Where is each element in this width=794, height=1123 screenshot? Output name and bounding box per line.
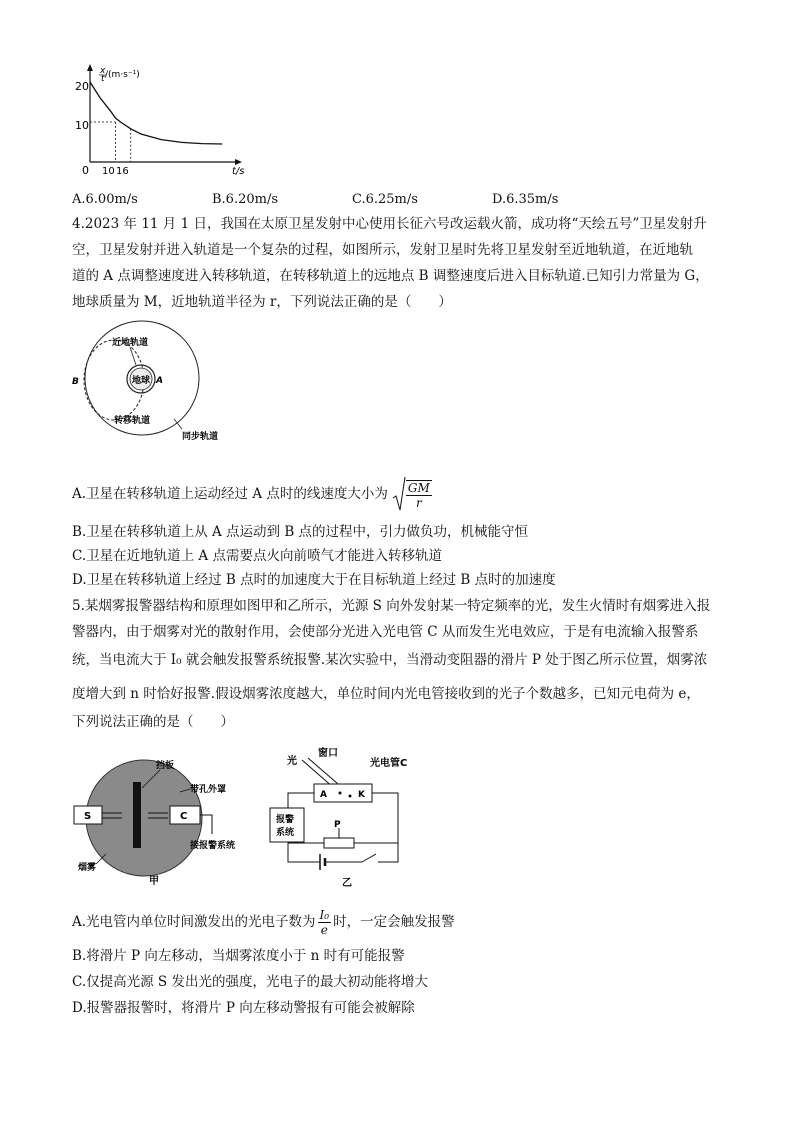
tube-label: 光电管C <box>370 758 408 769</box>
q4-option-a-frac <box>406 480 432 510</box>
light-label: 光 <box>287 756 297 767</box>
electron-2 <box>349 795 352 798</box>
wire-right <box>372 793 398 862</box>
cover-label: 带孔外罩 <box>190 785 227 795</box>
velocity-curve <box>90 82 222 144</box>
rheostat <box>324 838 354 848</box>
velocity-time-chart <box>72 62 252 182</box>
wire-top <box>288 793 314 808</box>
q3-option-b[interactable]: B.6.20m/s <box>212 192 279 207</box>
q5-option-a-pre: A.光电管内单位时间激发出的光电子数为 <box>72 914 316 930</box>
q4-option-b[interactable]: B.卫星在转移轨道上从 A 点运动到 B 点的过程中，引力做负功，机械能守恒 <box>72 524 529 540</box>
q5-option-a-frac <box>318 908 332 937</box>
y-axis-label-unit: /(m·s⁻¹) <box>105 70 140 80</box>
q5-option-a-den: e <box>320 922 328 937</box>
baffle <box>133 782 141 848</box>
origin-label: 0 <box>82 164 89 177</box>
y-tick-10: 10 <box>75 119 89 132</box>
switch <box>362 854 376 862</box>
alarm-system-label-1: 报警 <box>276 815 295 825</box>
fig-jia-caption: 甲 <box>149 876 159 887</box>
y-axis-label-den: t <box>101 74 105 84</box>
orbit-diagram <box>70 315 250 445</box>
slider-p-label: P <box>334 820 341 830</box>
x-tick-16: 16 <box>116 166 129 177</box>
tube-c-label: C <box>180 811 188 822</box>
y-tick-20: 20 <box>75 80 89 93</box>
q5-option-a-post: 时，一定会触发报警 <box>333 914 455 930</box>
q4-option-a[interactable] <box>72 478 432 510</box>
anode-a-label: A <box>320 790 327 800</box>
fig-yi-caption: 乙 <box>342 878 352 889</box>
q5-option-d[interactable]: D.报警器报警时，将滑片 P 向左移动警报有可能会被解除 <box>72 1000 415 1016</box>
wire-bottom-left <box>288 842 320 862</box>
q5-stem-line-1: 5.某烟雾报警器结构和原理如图甲和乙所示，光源 S 向外发射某一特定频率的光，发生火情时有烟雾进入报 <box>72 598 711 614</box>
alarm-system-label-2: 系统 <box>276 828 295 838</box>
sync-orbit-label: 同步轨道 <box>182 432 219 442</box>
incident-light-2 <box>308 758 338 784</box>
point-b-label: B <box>72 377 79 387</box>
circuit-figure <box>262 742 412 890</box>
x-axis-arrow-icon <box>235 159 242 165</box>
q4-stem-line-1: 4.2023 年 11 月 1 日，我国在太原卫星发射中心使用长征六号改运载火箭，成功将“天绘五号”卫星发射升 <box>72 216 707 232</box>
transfer-orbit-label: 转移轨道 <box>114 416 151 426</box>
to-alarm-label: 接报警系统 <box>190 841 236 851</box>
smoke-label: 烟雾 <box>78 863 97 873</box>
x-axis-label: t/s <box>232 166 245 177</box>
q4-stem-line-2: 空，卫星发射并进入轨道是一个复杂的过程，如图所示，发射卫星时先将卫星发射至近地轨道，在近地轨 <box>72 242 693 258</box>
y-axis-arrow-icon <box>87 64 93 71</box>
q5-stem-line-4: 度增大到 n 时恰好报警.假设烟雾浓度越大，单位时间内光电管接收到的光子个数越多，已知元电荷为 e， <box>72 686 700 702</box>
q4-option-a-num: GM <box>407 480 430 495</box>
q4-option-c[interactable]: C.卫星在近地轨道上 A 点需要点火向前喷气才能进入转移轨道 <box>72 548 442 564</box>
q4-option-a-den: r <box>415 495 422 510</box>
q4-option-d[interactable]: D.卫星在转移轨道上经过 B 点时的加速度大于在目标轨道上经过 B 点时的加速度 <box>72 572 556 588</box>
q5-option-b[interactable]: B.将滑片 P 向左移动，当烟雾浓度小于 n 时有可能报警 <box>72 948 405 964</box>
cathode-k-label: K <box>358 790 365 800</box>
q3-option-a[interactable]: A.6.00m/s <box>72 192 138 207</box>
q4-stem-line-4: 地球质量为 M，近地轨道半径为 r，下列说法正确的是（ ） <box>72 294 452 310</box>
q3-options <box>72 190 732 210</box>
baffle-label: 挡板 <box>156 761 175 771</box>
smoke-detector-figure <box>72 758 262 893</box>
point-a-label: A <box>156 376 163 386</box>
q5-stem-line-3: 统，当电流大于 I₀ 就会触发报警系统报警.某次实验中，当滑动变阻器的滑片 P 处于图乙所示位置，烟雾浓 <box>72 652 708 668</box>
q5-option-c[interactable]: C.仅提高光源 S 发出光的强度，光电子的最大初动能将增大 <box>72 974 428 990</box>
source-s-label: S <box>84 811 92 822</box>
earth-label: 地球 <box>132 376 151 386</box>
q3-option-c[interactable]: C.6.25m/s <box>352 192 418 207</box>
q5-option-a[interactable] <box>72 906 455 938</box>
electron-1 <box>339 792 342 795</box>
sqrt-sign-icon <box>392 476 406 512</box>
y-axis-label-num: x <box>100 66 106 76</box>
q5-stem-line-2: 警器内，由于烟雾对光的散射作用，会使部分光进入光电管 C 从而发生光电效应，于是有电流输入报警系 <box>72 624 699 640</box>
near-orbit-label: 近地轨道 <box>112 338 149 348</box>
q5-stem-line-5: 下列说法正确的是（ ） <box>72 714 234 730</box>
q5-option-a-num: I₀ <box>319 907 330 922</box>
q4-stem-line-3: 道的 A 点调整速度进入转移轨道，在转移轨道上的远地点 B 调整速度后进入目标轨道.已知引力常量为 G， <box>72 268 709 284</box>
window-label: 窗口 <box>318 748 338 759</box>
q4-option-a-text: A.卫星在转移轨道上运动经过 A 点时的线速度大小为 <box>72 486 388 502</box>
x-tick-10: 10 <box>102 166 115 177</box>
q3-option-d[interactable]: D.6.35m/s <box>492 192 559 207</box>
